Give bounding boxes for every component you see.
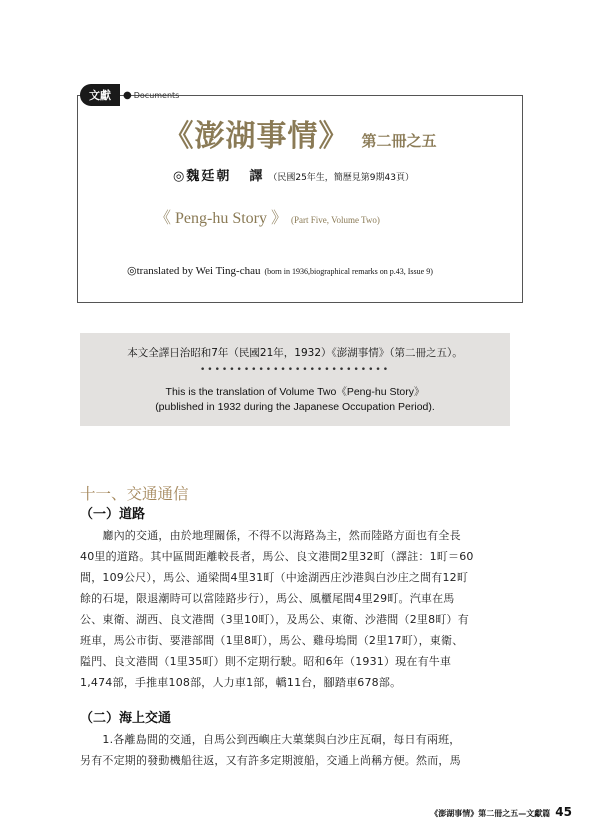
english-title	[155, 205, 380, 228]
paragraph-line: 1,474部，手推車108部，人力車1部，轎11台，腳踏車678部。	[80, 676, 402, 689]
title-zh: 《澎湖事情》	[163, 119, 350, 154]
page-number: 45	[555, 805, 572, 819]
translator-name-zh: ◎魏廷朝	[173, 169, 232, 184]
section-tag	[80, 84, 179, 106]
translator-en	[127, 264, 433, 277]
section-label-en: Documents	[133, 90, 180, 100]
volume-en: (Part Five, Volume Two)	[291, 215, 380, 225]
paragraph-line: 1.各離島間的交通，自馬公到西嶼庄大菓葉與白沙庄瓦硐，每日有兩班，	[80, 733, 461, 746]
page-footer	[430, 805, 572, 819]
summary-zh: 本文全譯日治昭和7年（民國21年，1932）《澎湖事情》（第二冊之五）。	[127, 347, 463, 359]
paragraph-line: 間，109公尺），馬公、通梁間4里31町（中途湖西庄沙港與白沙庄之間有12町	[80, 571, 469, 584]
paragraph-line: 公、東衛、湖西、良文港間（3里10町），及馬公、東衛、沙港間（2里8町）有	[80, 613, 469, 626]
translator-name-en: ◎translated by Wei Ting-chau	[127, 265, 261, 277]
paragraph-line: 隘門、良文港間（1里35町）則不定期行駛。昭和6年（1931）現在有牛車	[80, 655, 452, 668]
title-en: 《 Peng-hu Story 》	[155, 210, 288, 227]
chapter-heading: 十一、交通通信	[80, 485, 189, 503]
translator-zh	[173, 165, 414, 184]
dotted-divider: ••••••••••••••••••••••••••	[199, 365, 391, 375]
subheading-roads: （一）道路	[80, 507, 146, 522]
paragraph-line: 40里的道路。其中區間距離較長者，馬公、良文港間2里32町（譯註：1町＝60	[80, 550, 474, 563]
subheading-sea-transport: （二）海上交通	[80, 711, 172, 726]
paragraph-line: 餘的石堤，限退潮時可以當陸路步行），馬公、風櫃尾間4里29町。汽車在馬	[80, 592, 455, 605]
paragraph-line: 廳內的交通，由於地理關係，不得不以海路為主，然而陸路方面也有全長	[80, 529, 461, 542]
volume-zh: 第二冊之五	[361, 132, 437, 150]
translator-role: 譯	[249, 169, 263, 184]
summary-en-line-2: (published in 1932 during the Japanese Occupation Period).	[155, 401, 435, 413]
footer-title: 《澎湖事情》第二冊之五—文獻篇	[430, 809, 551, 818]
main-title	[0, 111, 600, 155]
translator-note-zh: （民國25年生，簡歷見第9期43頁）	[268, 173, 414, 183]
paragraph-line: 另有不定期的發動機船往返，又有許多定期渡船，交通上尚稱方便。然而，馬	[80, 754, 461, 767]
summary-en-line-1: This is the translation of Volume Two《Peng-hu Story》	[165, 386, 425, 398]
translator-note-en: (born in 1936,biographical remarks on p.43, Issue 9)	[264, 267, 433, 276]
summary-box	[80, 333, 510, 426]
bullet-icon: ●	[123, 89, 132, 101]
section-label-zh: 文獻	[80, 84, 120, 106]
paragraph-line: 班車，馬公市街、要港部間（1里8町），馬公、雞母塢間（2里17町），東衛、	[80, 634, 464, 647]
